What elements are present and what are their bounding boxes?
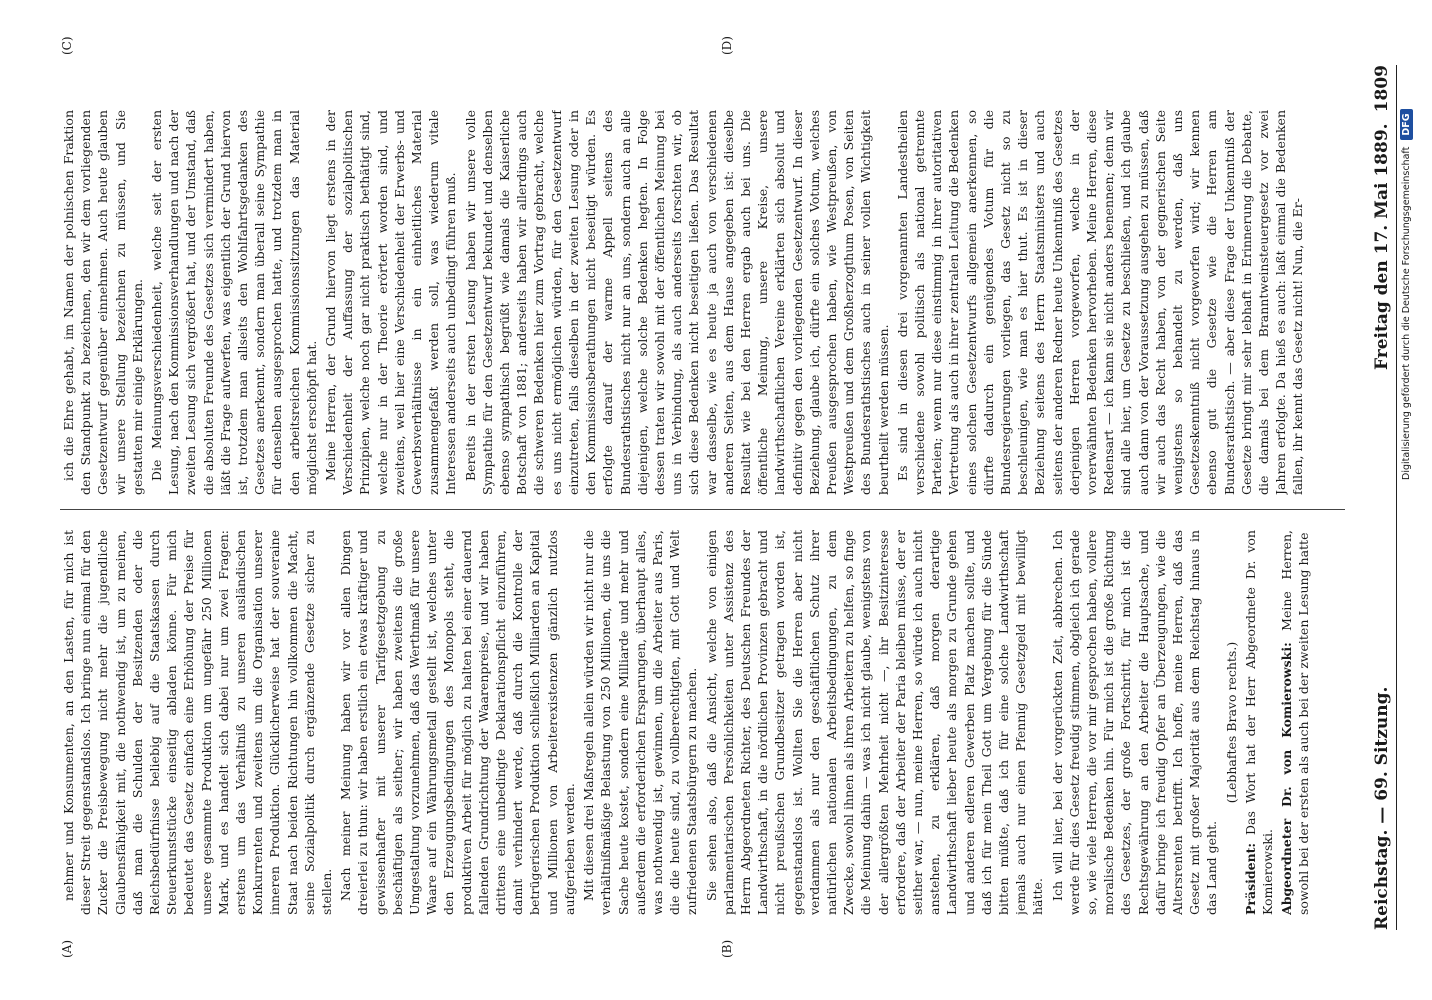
paragraph: [1278, 530, 1312, 915]
margin-marker-c: (C): [60, 36, 74, 55]
digitization-credit: [1400, 20, 1424, 480]
paragraph-text: Bereits in der ersten Lesung haben wir unsere volle Sympathie für den Gesetzentwurf bekundet und denselben ebenso sympathisch begrüßt wie damals die Kaiserliche Botschaft von 1881; anderseits haben wir allerdings auch die schweren Bedenken hier zum Vortrag gebracht, welche es uns nicht ermöglichen würden, für den Gesetzentwurf einzutreten, falls dieselben in der zweiten Lesung oder in den Kommissionsberathungen nicht beseitigt würden. Es erfolgte darauf der warme Appell seitens des Bundesrathstisches nicht nur an uns, sondern auch an alle diejenigen, welche solche Bedenken hegten. In Folge dessen traten wir sowohl mit der öffentlichen Meinung bei uns in Verbindung, als auch anderseits forschten wir, ob sich diese Bedenken nicht beseitigen ließen. Das Resultat war dasselbe, wie es heute ja auch von verschiedenen anderen Seiten, aus dem Hause angegeben ist: dieselbe Resultat wie bei den Herren ergab auch bei uns. Die öffentliche Meinung, unsere Kreise, unsere landwirthschaftlichen Vereine erklärten sich absolut und definitiv gegen den vorliegenden Gesetzentwurf. In dieser Beziehung, glaube ich, dürfte ein solches Votum, welches Preußen ausgesprochen haben, wie Westpreußen, von Westpreußen und dem Großherzogthum Posen, von Seiten des Bundesrathstisches auch in seiner vollen Wichtigkeit beurtheilt werden müssen.: [462, 110, 891, 495]
paragraph-text: Das Wort hat der Herr Abgeordnete Dr. von Komierowski.: [1242, 530, 1276, 915]
page-number: 1809: [1372, 65, 1392, 113]
dfg-logo: DFG: [1400, 109, 1413, 139]
paragraph: [60, 530, 335, 915]
margin-marker-d: (D): [720, 36, 734, 55]
credit-text: Digitalisierung gefördert durch die Deutsche Forschungsgemeinschaft: [1401, 146, 1412, 480]
paragraph-text: Mit diesen drei Maßregeln allein würden wir nicht nur die verhältnißmäßige Belastung von 250 Millionen, die uns die Sache heute kostet, sondern eine Milliarde und mehr und außerdem die erforderlichen Ersparungen, überhaupt alles, was nothwendig ist, gewinnen, um die Arbeiter aus Paris, die die heute sind, zu vollberechtigten, mit Gott und Welt zufriedenen Staatsbürgern zu machen.: [581, 530, 700, 915]
left-column: [60, 530, 1345, 915]
right-column: [60, 110, 1345, 495]
paragraph: [894, 110, 1307, 495]
paragraph: [60, 110, 146, 495]
paragraph: [1223, 530, 1240, 915]
paragraph: [337, 530, 578, 915]
column-divider: [60, 509, 1345, 510]
paragraph: [462, 110, 892, 495]
paragraph-text: Ich will hier, bei der vorgerückten Zeit, abbrechen. Ich werde für dies Gesetz freudig stimmen, obgleich ich gerade so, wie viele Herren, die vor mir gesprochen haben, vollere moralische Bedenken hin. Für mich ist die große Richtung des Gesetzes, der große Fortschritt, für mich ist die Rechtsgewährung an den Arbeiter die Hauptsache, und dafür bringe ich freudig Opfer an Überzeugungen, wie die Altersrenten betrifft. Ich hoffe, meine Herren, daß das Gesetz mit großer Majorität aus dem Reichstag hinaus in das Land geht.: [1049, 530, 1220, 915]
paragraph: [580, 530, 700, 915]
paragraph: [322, 110, 460, 495]
paragraph-text: Meine Herren, der Grund hiervon liegt erstens in der Verschiedenheit der Auffassung der sozialpolitischen Prinzipien, welche noch gar nicht praktisch bethätigt sind, welche nur in der Theorie erörtert worden sind, und zweitens, weil hier eine Verschiedenheit der Erwerbs- und Gewerbsverhältnisse in ein einheitliches Material zusammengefaßt werden soll, was wiederum vitale Interessen anderseits auch unbedingt führen muß.: [323, 110, 459, 495]
paragraph: [148, 110, 320, 495]
speaker-name: Abgeordneter Dr. von Komierowski:: [1279, 642, 1295, 915]
paragraph: [703, 530, 1047, 915]
paragraph-text: Nach meiner Meinung haben wir vor allen Dingen dreierlei zu thun: wir haben erstlich ein etwas kräftiger und gewissenhafter mit unserer Tarifgesetzgebung zu beschäftigen als seither; wir haben zweitens die große Umgestaltung vorzunehmen, daß das Werthmaß für unsere Waare auf ein Währungsmetall gestellt ist, welches unter den Erzeugungsbedingungen des Monopols steht, die produktiven Arbeit für möglich zu halten bei einer dauernd fallenden Grundrichtung der Waarenpreise, und wir haben drittens eine unbedingte Deklarationspflicht einzuführen, damit verhindert werde, daß durch die Kontrolle der betrügerischen Produktion schließlich Milliarden an Kapital und Millionen von Arbeiterexistenzen gänzlich nutzlos aufgerieben werden.: [338, 530, 577, 915]
header-title: Reichstag. — 69. Sitzung.: [1372, 686, 1392, 930]
paragraph-text: Die Meinungsverschiedenheit, welche seit der ersten Lesung, nach den Kommissionsverhandlungen und nach der zweiten Lesung sich vergrößert hat, und der Umstand, daß die absoluten Freunde des Gesetzes sich vermindert haben, läßt die Frage aufwerfen, was eigentlich der Grund hiervon ist, trotzdem man allseits den Wohlfahrtsgedanken des Gesetzes anerkennt, sondern man überall seine Sympathie für denselben ausgesprochen hatte, und trotzdem man in den arbeitsreichen Kommissionssitzungen das Material möglichst erschöpft hat.: [149, 110, 319, 495]
paragraph-text: nehmer und Konsumenten, an den Lasten, für mich ist dieser Streit gegenstandslos. Ich bringe nun einmal für den Zucker die Preisbewegung nicht mehr die jugendliche Glaubensfähigkeit mit, die nothwendig ist, um zu meinen, daß man die Schulden der Besitzenden oder die Reichsbedürfnisse beliebig auf die Staatskassen durch Steuerkunststücke einseitig abladen könne. Für mich bedeutet das Gesetz einfach eine Erhöhung der Preise für unsere gesammte Produktion um ungefähr 250 Millionen Mark, und es handelt sich dabei nur um zwei Fragen: erstens um das Verhältniß zu unseren ausländischen Konkurrenten und zweitens um die Organisation unserer inneren Produktion. Glücklicherweise hat der souveraine Staat nach beiden Richtungen hin vollkommen die Macht, seine Sozialpolitik durch ergänzende Gesetze sicher zu stellen.: [61, 530, 335, 915]
paragraph: [1049, 530, 1221, 915]
margin-marker-b: (B): [720, 939, 734, 958]
paragraph-text: Meine Herren, sowohl bei der ersten als auch bei der zweiten Lesung hatte: [1279, 530, 1312, 915]
page-header: [1372, 65, 1397, 930]
speaker-name: Präsident:: [1242, 842, 1258, 915]
paragraph-text: ich die Ehre gehabt, im Namen der polnischen Fraktion den Standpunkt zu bezeichnen, den wir dem vorliegenden Gesetzentwurf gegenüber einnehmen. Auch heute glauben wir unsere Stellung bezeichnen zu müssen, und Sie gestatten mir einige Erklärungen.: [61, 110, 145, 495]
paragraph-text: Sie sehen also, daß die Ansicht, welche von einigen parlamentarischen Persönlichkeiten unter Assistenz des Herrn Abgeordneten Richter, des Deutschen Freundes der Landwirthschaft, in die nördlichen Provinzen gebracht und nicht preußischen Grundbesitzer getragen worden ist, gegenstandslos ist. Wollten Sie die Herren aber nicht verdammen als nur den geschäftlichen Schutz ihrer natürlichen nationalen Arbeitsbedingungen, zu dem Zwecke, sowohl ihnen als ihren Arbeitern zu helfen, so finge die Meinung dahin — was ich nicht glaube, wenigstens von der allergrößten Mehrheit nicht —, ihr Besitzinteresse erfordere, daß der Arbeiter der Paria bleiben müsse, der er seither war, — nun, meine Herren, so würde ich auch nicht anstehen, zu erklären, daß morgen derartige Landwirthschaft lieber heute als morgen zu Grunde gehen und anderen edleren Gewerben Platz machen sollte, und daß ich für mein Theil Gott um Vergebung für die Sünde bitten müßte, daß ich für eine solche Landwirthschaft jemals auch nur einen Pfennig Gesetzgeld mit bewilligt hätte.: [703, 530, 1046, 915]
paragraph-text: Es sind in diesen drei vorgenannten Landestheilen verschiedene sowohl politisch als national getrennte Parteien; wenn nur diese einstimmig in ihrer autoritativen Vertretung als auch in ihrer zentralen Leitung die Bedenken eines solchen Gesetzentwurfs allgemein anerkennen, so dürfte dadurch ein genügendes Votum für die Bundesregierungen vorliegen, das Gesetz nicht so zu beschleunigen, wie man es hier thut. Es ist in dieser Beziehung seitens des Herrn Staatsministers und auch seitens der anderen Redner heute Unkenntniß des Gesetzes derjenigen Herren vorgeworfen, welche in der vorerwähnten Bedenken hervorheben. Meine Herren, diese Redensart — ich kann sie nicht anders benennen; denn wir sind alle hier, um Gesetze zu beschließen, und ich glaube auch dann von der Voraussetzung ausgehen zu müssen, daß wir auch das Recht haben, von der gegnerischen Seite wenigstens so behandelt zu werden, daß uns Gesetzeskenntniß nicht vorgeworfen wird; wir kennen ebenso gut die Gesetze wie die Herren am Bundesrathstisch. — aber diese Frage der Unkenntniß der Gesetze bringt mir sehr lebhaft in Erinnerung die Debatte, die damals bei dem Branntweinsteuergesetz vor zwei Jahren erfolgte. Da hieß es auch: laßt einmal die Bedenken fallen, ihr kennt das Gesetz nicht! Nun, die Er-: [894, 110, 1306, 495]
paragraph: [1242, 530, 1276, 915]
stage-direction: (Lebhaftes Bravo rechts.): [1223, 641, 1239, 804]
header-date: Freitag den 17. Mai 1889.: [1372, 123, 1392, 370]
margin-marker-a: (A): [60, 939, 74, 958]
